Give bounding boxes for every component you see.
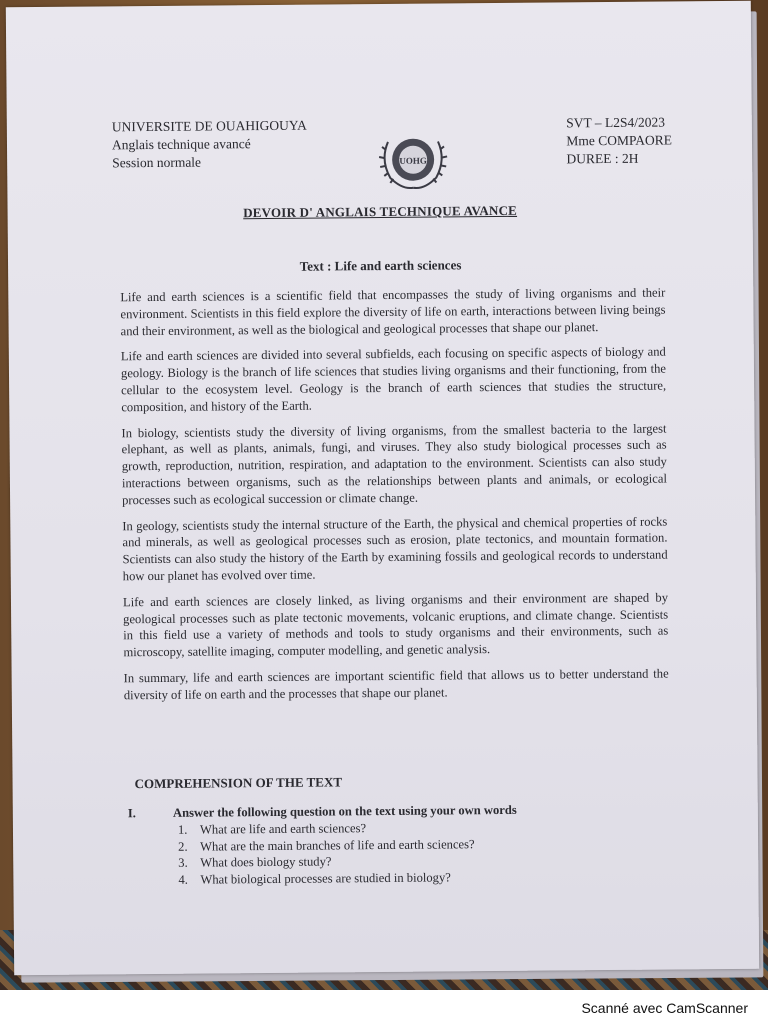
scanner-watermark: Scanné avec CamScanner (581, 1000, 748, 1016)
paragraph: In geology, scientists study the internal structure of the Earth, the physical and chemical properties of rocks and minerals, as well as geological processes such as erosion, plate tectonics, and mountain formation. Scientists can also study the history of the Earth by examining fossils and geological records to understand how our planet has evolved over time. (122, 514, 668, 584)
teacher-name: Mme COMPAORE (566, 132, 673, 149)
question-section (128, 801, 688, 821)
question-item: 3. What does biology study? (178, 854, 332, 870)
header-right (566, 113, 672, 168)
text-body (120, 285, 669, 713)
section-instruction: Answer the following question on the text using your own words (172, 802, 517, 820)
exam-header (112, 113, 673, 208)
paragraph: Life and earth sciences are divided into several subfields, each focusing on specific aspects of biology and geology. Biology is the branch of life sciences that studies living organisms and their functioning, from the cellular to the ecosystem level. Geology is the branch of earth sciences that studies the structure, composition, and history of the Earth. (120, 344, 667, 415)
university-name: UNIVERSITE DE OUAHIGOUYA (111, 117, 307, 135)
question-list (178, 819, 475, 888)
question-item: 1. What are life and earth sciences? (177, 821, 367, 837)
header-left (112, 117, 307, 173)
class-code: SVT – L2S4/2023 (566, 114, 665, 131)
text-title: Text : Life and earth sciences (299, 257, 462, 274)
seal-text: UOHG (399, 155, 427, 166)
session-name: Session normale (112, 154, 202, 171)
paragraph: In summary, life and earth sciences are important scientific field that allows us to better understand the diversity of life on earth and the processes that shape our planet. (123, 666, 669, 702)
paragraph: Life and earth sciences is a scientific field that encompasses the study of living organisms and their environment. Scientists in this field explore the diversity of life on earth, interactions between living beings and their environment, as well as the biological and geological processes that shape our planet. (120, 285, 666, 338)
paragraph: In biology, scientists study the diversity of living organisms, from the smallest bacteria to the largest elephant, as well as plants, animals, fungi, and viruses. They also study biological processes such as growth, reproduction, nutrition, respiration, and adaptation to the environment. Scientists can also study interactions between organisms, such as the relationships between plants and animals, or ecological processes such as ecological succession or climate change. (121, 421, 667, 508)
comprehension-heading: COMPREHENSION OF THE TEXT (134, 774, 343, 792)
course-name: Anglais technique avancé (111, 136, 251, 153)
exam-duration: DUREE : 2H (566, 150, 639, 167)
exam-sheet (6, 1, 759, 975)
paragraph: Life and earth sciences are closely linked, as living organisms and their environment are shaped by geological processes such as plate tectonic movements, volcanic eruptions, and climate change. Scientists in this field use a variety of methods and tools to study organisms and their environments, such as microscopy, satellite imaging, computer modelling, and genetic analysis. (122, 590, 669, 660)
university-seal-icon (374, 127, 453, 192)
question-item: 4. What biological processes are studied in biology? (178, 869, 451, 887)
document-title: DEVOIR D' ANGLAIS TECHNIQUE AVANCE (243, 202, 518, 221)
section-number: I. (127, 806, 136, 821)
question-item: 2. What are the main branches of life and earth sciences? (178, 836, 475, 854)
